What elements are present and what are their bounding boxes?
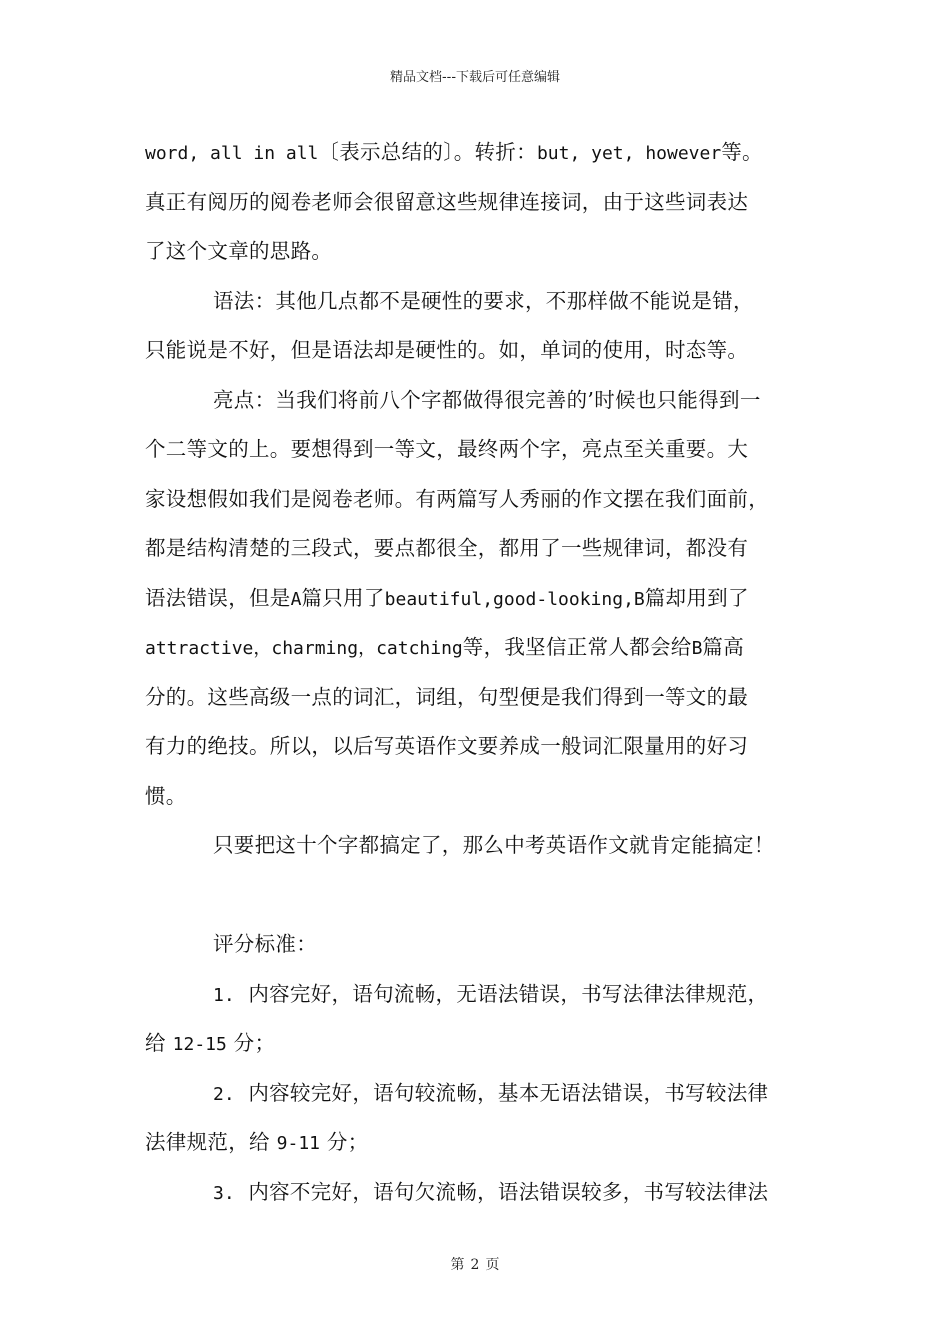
page-footer (0, 1254, 950, 1274)
list-number: 1. (213, 984, 235, 1006)
blank-line (145, 873, 825, 923)
inline-english: beautiful,good-looking,B (384, 588, 645, 610)
text-line: 都是结构清楚的三段式，要点都很全，都用了一些规律词，都没有 (145, 536, 749, 560)
inline-number: 9-11 (276, 1133, 320, 1154)
text-line (145, 576, 825, 626)
list-item (145, 1071, 825, 1121)
text-line: 个二等文的上。要想得到一等文，最终两个字，亮点至关重要。大 (145, 437, 749, 461)
inline-text: 〔表示总结的〕。转折： (318, 140, 537, 164)
inline-number: 12-15 (172, 1034, 227, 1055)
text-line: 只能说是不好，但是语法却是硬性的。如，单词的使用，时态等。 (145, 338, 749, 362)
inline-text: 等，我坚信正常人都会给 (462, 635, 692, 659)
inline-text: 篇只用了 (301, 585, 385, 610)
page-number-prefix: 第 (450, 1257, 465, 1273)
inline-english: but, yet, however (536, 143, 722, 164)
list-number: 3. (213, 1182, 235, 1204)
text-line: 语法：其他几点都不是硬性的要求，不那样做不能说是错， (213, 288, 754, 313)
page-number: 2 (470, 1257, 480, 1273)
page-header: 精品文档---下载后可任意编辑 (389, 70, 561, 85)
inline-text: 给 (145, 1031, 166, 1055)
inline-text: 分； (233, 1031, 276, 1055)
page-number-suffix: 页 (485, 1257, 500, 1273)
inline-text: 语法错误，但是 (145, 585, 291, 610)
text-line: 亮点：当我们将前八个字都做得很完善的’时候也只能得到一 (213, 387, 761, 412)
inline-english: B (691, 638, 703, 659)
inline-text: 法律规范，给 (145, 1130, 270, 1154)
inline-english: attractive，charming，catching (145, 638, 463, 659)
inline-text: 分； (326, 1130, 369, 1154)
inline-english: A (290, 588, 302, 610)
inline-text: 篇却用到了 (644, 585, 749, 610)
text-line (145, 625, 825, 675)
text-line: 只要把这十个字都搞定了，那么中考英语作文就肯定能搞定！ (213, 833, 775, 857)
inline-text: 内容不完好，语句欠流畅，语法错误较多，书写较法律法 (248, 1179, 769, 1204)
text-line: 分的。这些高级一点的词汇，词组，句型便是我们得到一等文的最 (145, 684, 749, 709)
inline-text: 内容较完好，语句较流畅，基本无语法错误，书写较法律 (248, 1080, 769, 1105)
text-line (145, 1021, 825, 1071)
text-line (145, 130, 825, 180)
section-heading: 评分标准： (213, 932, 317, 956)
list-item (145, 1170, 825, 1220)
inline-text: 内容完好，语句流畅，无语法错误，书写法律法律规范， (248, 981, 769, 1006)
inline-english: word, all in all (145, 143, 319, 164)
list-item (145, 972, 825, 1022)
document-body (145, 130, 825, 1219)
text-line: 真正有阅历的阅卷老师会很留意这些规律连接词，由于这些词表达 (145, 189, 749, 214)
inline-text: 等。 (721, 140, 763, 164)
text-line: 惯。 (145, 783, 187, 808)
text-line: 家设想假如我们是阅卷老师。有两篇写人秀丽的作文摆在我们面前， (145, 486, 769, 511)
text-line (145, 1120, 825, 1170)
text-line: 了这个文章的思路。 (145, 239, 333, 263)
inline-text: 篇高 (702, 635, 745, 659)
list-number: 2. (213, 1083, 235, 1105)
text-line: 有力的绝技。所以，以后写英语作文要养成一般词汇限量用的好习 (145, 734, 749, 758)
